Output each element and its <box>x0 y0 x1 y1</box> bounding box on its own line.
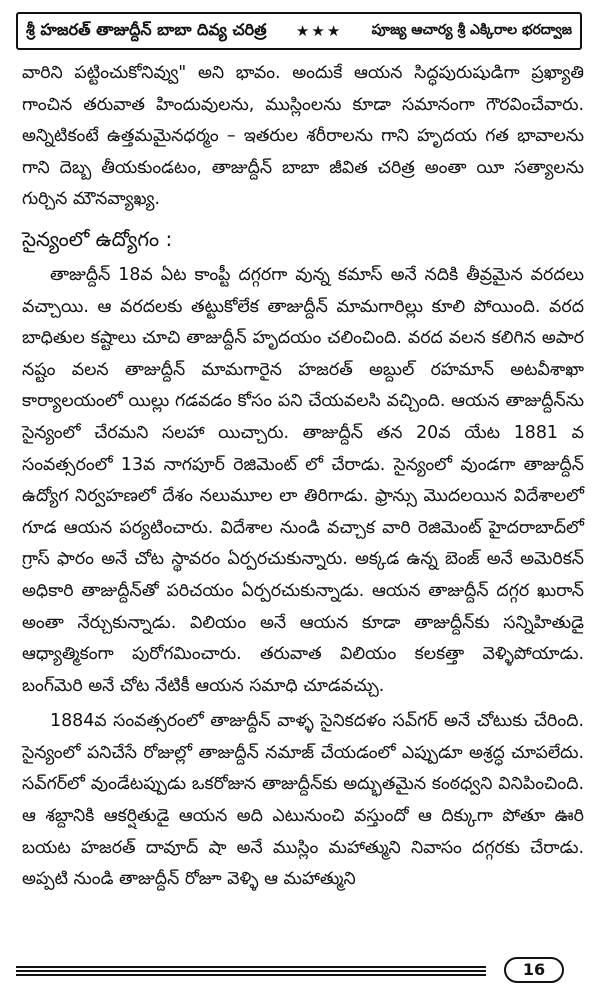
star-ornament: ★★★ <box>295 22 343 40</box>
section-heading: సైన్యంలో ఉద్యోగం : <box>22 226 173 251</box>
paragraph: తాజుద్దీన్ 18వ ఏట కాంప్టీ దగ్గరగా వున్న కమాస్ అనే నదికి తీవ్రమైన వరదలు వచ్చాయి. ఆ వరదలకు తట్టుకోలేక తాజుద్దీన్ మామగారిల్లు కూలి పోయింది. వరద బాధితుల కష్టాలు చూచి తాజుద్దీన్ హృదయం చలించింది. వరద వలన కలిగిన అపార నష్టం వలన తాజుద్దీన్ మామగారైన హజరత్ అబ్దుల్ రహమాన్ అటవీశాఖా కార్యాలయంలో యిల్లు గడవడం కోసం పని చేయవలసి వచ్చింది. ఆయన తాజుద్దీన్‌ను సైన్యంలో చేరమని సలహా యిచ్చారు. తాజుద్దీన్ తన 20వ యేట 1881 వ సంవత్సరంలో 13వ నాగపూర్ రెజిమెంట్ లో చేరాడు. సైన్యంలో వుండగా తాజుద్దీన్ ఉద్యోగ నిర్వహణలో దేశం నలుమూల లా తిరిగాడు. ఫ్రాన్సు మొదలయిన విదేశాలలో గూడ ఆయన పర్యటించారు. విదేశాల నుండి వచ్చాక వారి రెజిమెంట్ హైదరాబాద్‌లో గ్రాస్ ఫారం అనే చోట స్థావరం ఏర్పరచుకున్నారు. అక్కడ ఉన్న బెంజ్ అనే అమెరికన్ అధికారి తాజుద్దీన్‌తో పరిచయం ఏర్పరచుకున్నాడు. ఆయన తాజుద్దీన్ దగ్గర ఖురాన్ అంతా నేర్చుకున్నాడు. విలియం అనే ఆయన కూడా తాజుద్దీన్‌కు సన్నిహితుడై ఆధ్యాత్మికంగా పురోగమించారు. తరువాత విలియం కలకత్తా వెళ్ళిపోయాడు. బంగ్‌మెరి అనే చోట నేటికీ ఆయన సమాధి చూడవచ్చు. <box>22 264 584 696</box>
paragraph: 1884వ సంవత్సరంలో తాజుద్దీన్ వాళ్ళ సైనికదళం సవ్‌గర్ అనే చోటుకు చేరింది. సైన్యంలో పనిచేసే రోజుల్లో తాజుద్దీన్ నమాజ్ చేయడంలో ఎప్పుడూ అశ్రద్ధ చూపలేదు. సవ్‌గర్‌లో వుండేటప్పుడు ఒకరోజున తాజుద్దీన్‌కు అద్భుతమైన కంఠధ్వని వినిపించింది. ఆ శబ్దానికి ఆకర్షితుడై ఆయన అది ఎటునుంచి వస్తుందో ఆ దిక్కుగా పోతూ ఊరి బయట హజరత్ దావూద్ షా అనే ముస్లిం మహాత్ముని నివాసం దగ్గరకు చేరాడు. అప్పటి నుండి తాజుద్దీన్ రోజూ వెళ్ళి ఆ మహాత్ముని <box>22 711 584 890</box>
page-number: 16 <box>504 957 564 983</box>
footer-rules <box>16 966 486 978</box>
paragraph: వారిని పట్టించుకోనివ్వు" అని భావం. అందుకే ఆయన సిద్ధపురుషుడిగా ప్రఖ్యాతి గాంచిన తరువాత హిందువులను, ముస్లింలను కూడా సమానంగా గౌరవించేవారు. అన్నిటికంటే ఉత్తమమైనధర్మం – ఇతరుల శరీరాలను గాని హృదయ గత భావాలను గాని దెబ్బ తీయకుండటం, తాజుద్దీన్ బాబా జీవిత చరిత్ర అంతా యీ సత్యాలను గుర్చిన మౌనవ్యాఖ్య. <box>22 63 584 210</box>
body-text <box>22 58 584 896</box>
author-name: పూజ్య ఆచార్య శ్రీ ఎక్కిరాల భరద్వాజ <box>371 21 572 38</box>
book-title: శ్రీ హజరత్ తాజుద్దీన్ బాబా దివ్య చరిత్ర <box>26 19 267 39</box>
running-header <box>16 12 582 50</box>
